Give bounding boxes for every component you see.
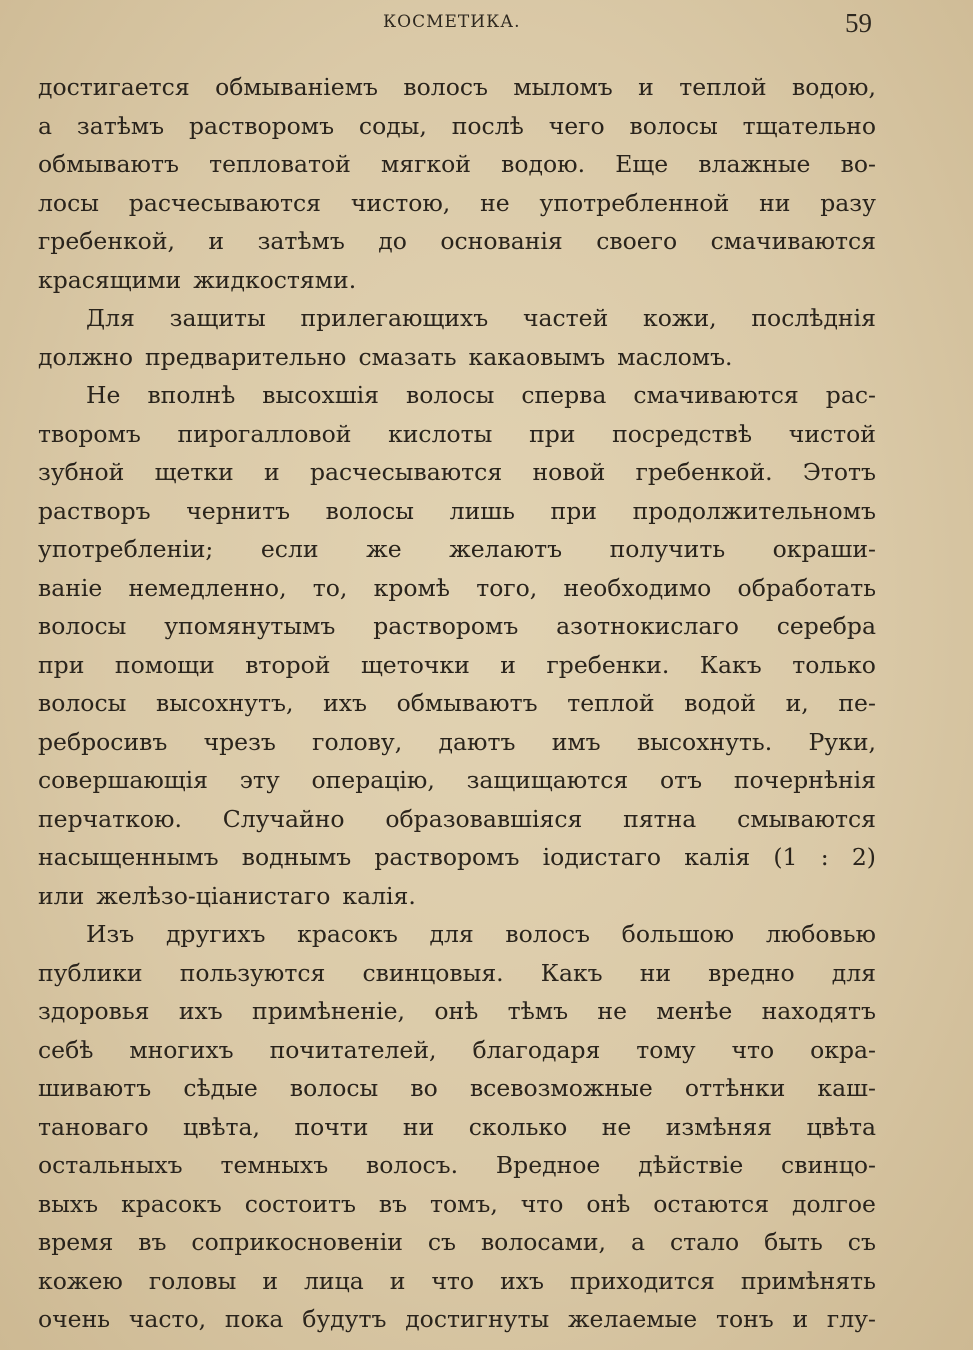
word: дѣйствіе <box>638 1151 744 1179</box>
word: какаовымъ <box>468 342 606 371</box>
word: волосъ <box>403 73 488 101</box>
text-line <box>38 453 876 492</box>
word: рас- <box>825 381 876 409</box>
word: влажные <box>698 150 811 178</box>
word: а <box>38 111 53 140</box>
word: волосы <box>629 111 718 140</box>
word: ихъ <box>178 997 223 1025</box>
word: большою <box>621 920 735 948</box>
word: волосы <box>289 1074 379 1102</box>
word: (1 <box>773 843 798 871</box>
word: употребленной <box>539 188 730 217</box>
word: совершающія <box>38 766 208 794</box>
word: и <box>263 458 280 486</box>
word: до <box>378 227 407 255</box>
word: отъ <box>660 766 703 794</box>
word: чистой <box>788 419 876 448</box>
text-line <box>38 646 876 685</box>
text-line <box>38 68 876 107</box>
word: растворомъ <box>374 843 520 871</box>
text-line <box>38 184 876 223</box>
word: ни <box>759 188 791 217</box>
word: гребенкой, <box>38 227 175 255</box>
word: щеточки <box>360 650 470 679</box>
word: всевозможные <box>469 1074 653 1102</box>
text-line <box>38 838 876 877</box>
word: высохнутъ, <box>156 689 294 717</box>
word: чего <box>548 111 605 140</box>
word: приходится <box>569 1266 715 1295</box>
word: продолжительномъ <box>632 496 876 525</box>
word: серебра <box>776 612 876 640</box>
word: красокъ <box>297 920 398 948</box>
word: тщательно <box>742 111 876 140</box>
word: творомъ <box>38 419 141 448</box>
text-line <box>38 376 876 415</box>
word: другихъ <box>165 920 266 948</box>
word: соприкосновеніи <box>191 1228 403 1256</box>
word: остаются <box>653 1189 770 1218</box>
word: высохшія <box>262 381 379 409</box>
word: затѣмъ <box>76 111 165 140</box>
word: кожею <box>38 1266 123 1295</box>
word: Изъ <box>86 920 135 948</box>
word: желаемые <box>567 1305 698 1333</box>
word: употребленіи; <box>38 535 214 563</box>
word: смываются <box>737 804 876 833</box>
word: что <box>731 1035 775 1064</box>
word: ни <box>402 1112 435 1141</box>
word: получить <box>609 535 726 563</box>
word: того, <box>476 573 538 602</box>
word: основанія <box>440 227 563 255</box>
word: : <box>820 843 829 871</box>
text-line <box>38 761 876 800</box>
text-line <box>38 800 876 839</box>
word: прилегающихъ <box>300 304 489 332</box>
word: пе- <box>838 689 876 717</box>
word: достигается <box>38 73 190 101</box>
word: волосы <box>406 381 495 409</box>
word: примѣнять <box>740 1266 876 1295</box>
word: для <box>429 920 474 948</box>
word: зубной <box>38 458 125 486</box>
word: даютъ <box>438 727 516 756</box>
word: и, <box>785 689 809 717</box>
word: не <box>601 1112 632 1141</box>
word: и <box>389 1266 406 1295</box>
word: почернѣнія <box>733 766 876 794</box>
word: сѣдые <box>183 1074 258 1102</box>
word: немедленно, <box>128 573 287 602</box>
word: только <box>792 650 876 679</box>
word: и <box>208 227 225 255</box>
text-line <box>38 992 876 1031</box>
word: высохнуть. <box>636 727 773 756</box>
word: послѣднія <box>751 304 876 332</box>
word: часто, <box>128 1305 207 1333</box>
word: защищаются <box>466 766 629 794</box>
word: смачиваются <box>633 381 799 409</box>
word: вполнѣ <box>147 381 236 409</box>
word: кромѣ <box>373 573 450 602</box>
word: многихъ <box>129 1035 234 1064</box>
word: при <box>529 419 576 448</box>
word: имъ <box>551 727 601 756</box>
word: растворомъ <box>189 111 335 140</box>
word: благодаря <box>472 1035 601 1064</box>
word: калія <box>684 843 751 871</box>
word: остальныхъ <box>38 1151 183 1179</box>
word: теплой <box>567 689 655 717</box>
word: не <box>597 997 627 1025</box>
word: кожи, <box>643 304 717 332</box>
word: Какъ <box>699 650 762 679</box>
text-line <box>38 145 876 184</box>
word: то, <box>312 573 348 602</box>
word: тѣмъ <box>507 997 569 1025</box>
text-line <box>38 415 876 454</box>
word: глу- <box>826 1305 876 1333</box>
word: или <box>38 881 85 910</box>
word: водой <box>684 689 756 717</box>
word: пока <box>224 1305 284 1333</box>
word: смачиваются <box>710 227 876 255</box>
word: ребросивъ <box>38 727 168 756</box>
word: ихъ <box>500 1266 544 1295</box>
word: Для <box>86 304 135 332</box>
word: головы <box>148 1266 237 1295</box>
word: операцію, <box>311 766 435 794</box>
word: помощи <box>114 650 215 679</box>
text-line <box>38 1069 876 1108</box>
word: растворъ <box>38 496 151 525</box>
word: почти <box>294 1112 369 1141</box>
word: а <box>630 1228 645 1256</box>
word: красящими <box>38 265 182 294</box>
word: растворомъ <box>373 612 519 640</box>
word: во <box>410 1074 438 1102</box>
word: очень <box>38 1305 111 1333</box>
word: насыщеннымъ <box>38 843 219 871</box>
word: голову, <box>312 727 403 756</box>
word: Какъ <box>540 958 603 987</box>
word: тонъ <box>715 1305 774 1333</box>
word: защиты <box>169 304 266 332</box>
word: лица <box>303 1266 364 1295</box>
word: и <box>262 1266 278 1295</box>
text-line <box>38 222 876 261</box>
text-line <box>38 299 876 338</box>
text-line <box>38 530 876 569</box>
word: темныхъ <box>220 1151 329 1179</box>
word: своего <box>596 227 678 255</box>
body-text <box>38 68 876 1339</box>
word: новой <box>532 458 606 486</box>
word: мягкой <box>381 150 471 178</box>
text-line <box>38 1146 876 1185</box>
word: соды, <box>358 111 427 140</box>
word: свинцо- <box>781 1151 876 1179</box>
word: вредно <box>708 958 795 987</box>
word: при <box>38 650 85 679</box>
word: чрезъ <box>203 727 276 756</box>
word: Не <box>86 381 121 409</box>
word: іодистаго <box>542 843 662 871</box>
word: при <box>550 496 597 525</box>
word: волосы <box>38 689 127 717</box>
word: чернитъ <box>186 496 291 525</box>
text-line <box>38 1031 876 1070</box>
word: перчаткою. <box>38 804 182 833</box>
word: не <box>480 188 510 217</box>
text-line <box>38 1223 876 1262</box>
word: мыломъ <box>513 73 613 101</box>
word: оттѣнки <box>684 1074 786 1102</box>
text-line <box>38 569 876 608</box>
running-head <box>0 8 973 38</box>
word: лишь <box>449 496 515 525</box>
text-line <box>38 915 876 954</box>
word: свинцовыя. <box>362 958 504 987</box>
running-title: КОСМЕТИКА. <box>383 12 521 32</box>
text-line <box>38 1185 876 1224</box>
word: чистою, <box>350 188 451 217</box>
word: расчесываются <box>309 458 503 486</box>
word: достигнуты <box>405 1305 550 1333</box>
word: масломъ. <box>617 342 733 371</box>
text-line <box>38 607 876 646</box>
word: время <box>38 1228 114 1256</box>
word: ни <box>639 958 672 987</box>
word: гребенкой. <box>635 458 773 486</box>
word: Этотъ <box>802 458 876 486</box>
word: томъ, <box>429 1189 498 1218</box>
word: кислоты <box>388 419 493 448</box>
word: второй <box>245 650 331 679</box>
word: измѣняя <box>665 1112 772 1141</box>
word: эту <box>239 766 280 794</box>
word: окраши- <box>772 535 876 563</box>
word: упомянутымъ <box>164 612 336 640</box>
word: волосы <box>325 496 414 525</box>
word: что <box>520 1189 564 1218</box>
word: каш- <box>817 1074 876 1102</box>
text-line <box>38 492 876 531</box>
text-line <box>38 338 876 377</box>
word: себѣ <box>38 1035 94 1064</box>
word: если <box>260 535 319 563</box>
word: обработать <box>737 573 876 602</box>
word: затѣмъ <box>257 227 345 255</box>
word: смазать <box>358 342 457 371</box>
word: же <box>366 535 402 563</box>
word: 2) <box>851 843 876 871</box>
word: предварительно <box>144 342 347 371</box>
word: волосами, <box>480 1228 606 1256</box>
word: окра- <box>810 1035 876 1064</box>
word: разу <box>820 188 876 217</box>
word: менѣе <box>656 997 733 1025</box>
word: почитателей, <box>269 1035 437 1064</box>
word: съ <box>847 1228 876 1256</box>
word: жидкостями. <box>193 265 357 294</box>
word: азотнокислаго <box>556 612 739 640</box>
word: здоровья <box>38 997 150 1025</box>
word: съ <box>427 1228 456 1256</box>
word: гребенки. <box>546 650 670 679</box>
word: тому <box>636 1035 696 1064</box>
word: частей <box>522 304 609 332</box>
word: онѣ <box>434 997 479 1025</box>
word: выхъ <box>38 1189 99 1218</box>
word: волосъ. <box>366 1151 459 1179</box>
word: сколько <box>468 1112 568 1141</box>
text-line <box>38 954 876 993</box>
word: волосъ <box>505 920 590 948</box>
word: онѣ <box>586 1189 631 1218</box>
word: долгое <box>791 1189 876 1218</box>
word: желаютъ <box>449 535 563 563</box>
text-line <box>38 684 876 723</box>
word: красокъ <box>121 1189 222 1218</box>
text-line <box>38 107 876 146</box>
word: послѣ <box>451 111 524 140</box>
word: въ <box>378 1189 408 1218</box>
word: Случайно <box>222 804 345 833</box>
word: ваніе <box>38 573 103 602</box>
word: во- <box>840 150 876 178</box>
word: публики <box>38 958 143 987</box>
text-line <box>38 877 876 916</box>
word: обмываютъ <box>38 150 179 178</box>
word: что <box>431 1266 475 1295</box>
word: въ <box>138 1228 167 1256</box>
word: щетки <box>154 458 234 486</box>
word: пирогалловой <box>177 419 352 448</box>
word: и <box>500 650 516 679</box>
word: для <box>831 958 876 987</box>
word: любовью <box>765 920 876 948</box>
word: цвѣта <box>806 1112 876 1141</box>
word: ихъ <box>323 689 367 717</box>
word: обмываютъ <box>396 689 538 717</box>
word: образовавшіяся <box>385 804 583 833</box>
word: калія. <box>342 881 416 910</box>
word: волосы <box>38 612 127 640</box>
word: расчесываются <box>128 188 321 217</box>
word: тепловатой <box>209 150 351 178</box>
word: находятъ <box>761 997 876 1025</box>
word: Руки, <box>808 727 876 756</box>
word: должно <box>38 342 133 371</box>
word: водою, <box>792 73 876 101</box>
text-line <box>38 1108 876 1147</box>
word: шиваютъ <box>38 1074 152 1102</box>
word: цвѣта, <box>182 1112 260 1141</box>
word: Еще <box>615 150 669 178</box>
word: и <box>792 1305 809 1333</box>
word: быть <box>764 1228 823 1256</box>
word: сперва <box>521 381 607 409</box>
word: тановаго <box>38 1112 149 1141</box>
word: пятна <box>623 804 697 833</box>
word: пользуются <box>179 958 326 987</box>
word: воднымъ <box>241 843 352 871</box>
text-line <box>38 723 876 762</box>
word: лосы <box>38 188 99 217</box>
word: обмываніемъ <box>215 73 378 101</box>
word: теплой <box>679 73 767 101</box>
word: посредствѣ <box>612 419 753 448</box>
word: желѣзо-ціанистаго <box>96 881 331 910</box>
text-line <box>38 1300 876 1339</box>
word: и <box>638 73 654 101</box>
word: стало <box>669 1228 740 1256</box>
word: Вредное <box>495 1151 601 1179</box>
word: будутъ <box>302 1305 387 1333</box>
word: необходимо <box>563 573 712 602</box>
page-number: 59 <box>845 8 872 38</box>
word: водою. <box>501 150 586 178</box>
word: состоитъ <box>244 1189 356 1218</box>
word: примѣненіе, <box>252 997 405 1025</box>
text-line <box>38 261 876 300</box>
text-line <box>38 1262 876 1301</box>
